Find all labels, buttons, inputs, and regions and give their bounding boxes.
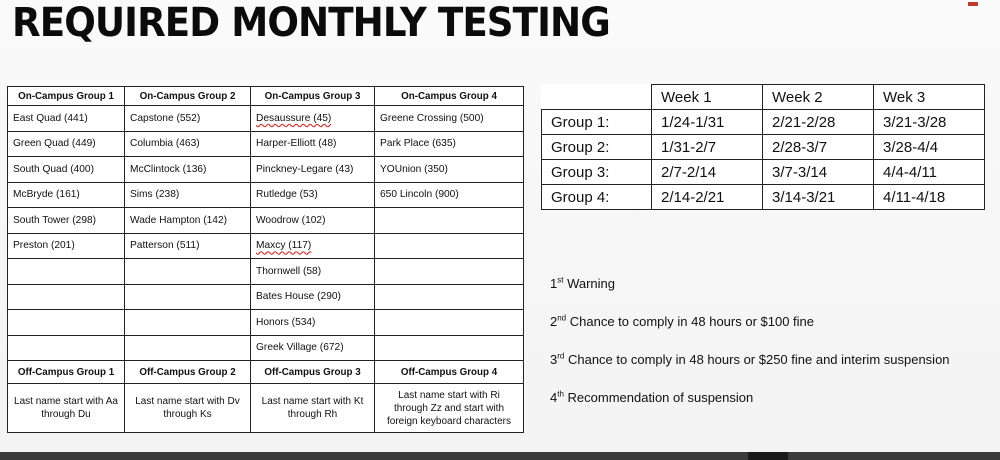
table-row	[8, 106, 524, 132]
table-row	[542, 135, 985, 160]
column-header: On-Campus Group 1	[8, 87, 125, 106]
table-row	[542, 160, 985, 185]
table-cell	[8, 284, 125, 310]
table-cell	[8, 335, 125, 361]
warning-list	[550, 274, 990, 426]
table-row	[8, 208, 524, 234]
table-cell: 650 Lincoln (900)	[375, 182, 524, 208]
table-cell: 3/14-3/21	[763, 185, 874, 210]
table-cell	[375, 233, 524, 259]
table-cell: Last name start with Aa through Du	[8, 384, 125, 433]
table-row	[8, 310, 524, 336]
table-cell: Pinckney-Legare (43)	[251, 157, 375, 183]
table-cell	[375, 208, 524, 234]
table-cell: Maxcy (117)	[251, 233, 375, 259]
table-cell: McBryde (161)	[8, 182, 125, 208]
column-header: Week 2	[763, 85, 874, 110]
column-header: Off-Campus Group 3	[251, 361, 375, 384]
table-cell	[125, 310, 251, 336]
column-header: Off-Campus Group 2	[125, 361, 251, 384]
video-bottom-bar	[0, 452, 1000, 460]
table-cell	[8, 310, 125, 336]
table-cell	[125, 335, 251, 361]
warning-item: 1st Warning	[550, 275, 616, 291]
table-cell: 2/28-3/7	[763, 135, 874, 160]
table-cell: Bates House (290)	[251, 284, 375, 310]
table-cell: Harper-Elliott (48)	[251, 131, 375, 157]
table-cell: 2/21-2/28	[763, 110, 874, 135]
table-cell: Last name start with Dv through Ks	[125, 384, 251, 433]
table-cell: 1/31-2/7	[652, 135, 763, 160]
on-campus-header-row	[8, 87, 524, 106]
table-cell	[8, 259, 125, 285]
off-campus-header-row	[8, 361, 524, 384]
table-cell: 1/24-1/31	[652, 110, 763, 135]
table-row	[8, 284, 524, 310]
table-cell: South Quad (400)	[8, 157, 125, 183]
table-row	[8, 157, 524, 183]
table-cell: Honors (534)	[251, 310, 375, 336]
table-row	[8, 335, 524, 361]
table-row	[8, 131, 524, 157]
table-cell	[375, 259, 524, 285]
group-label: Group 1:	[542, 110, 652, 135]
testing-weeks-table	[541, 84, 985, 210]
warning-item: 2nd Chance to comply in 48 hours or $100 fine	[550, 313, 815, 329]
weeks-header-row	[542, 85, 985, 110]
warning-item: 4th Recommendation of suspension	[550, 389, 754, 405]
table-cell: Last name start with Kt through Rh	[251, 384, 375, 433]
table-cell: 3/7-3/14	[763, 160, 874, 185]
table-cell: Thornwell (58)	[251, 259, 375, 285]
table-cell	[125, 284, 251, 310]
table-cell: East Quad (441)	[8, 106, 125, 132]
table-cell	[375, 310, 524, 336]
table-cell: Sims (238)	[125, 182, 251, 208]
column-header: Week 1	[652, 85, 763, 110]
table-cell: Last name start with Ri through Zz and start with foreign keyboard characters	[375, 384, 524, 433]
table-cell: Preston (201)	[8, 233, 125, 259]
table-cell: Desaussure (45)	[251, 106, 375, 132]
slide-marker	[968, 2, 978, 6]
table-cell: 4/4-4/11	[874, 160, 985, 185]
table-cell	[375, 335, 524, 361]
table-cell: 2/7-2/14	[652, 160, 763, 185]
table-cell	[125, 259, 251, 285]
column-header: On-Campus Group 2	[125, 87, 251, 106]
column-header: On-Campus Group 3	[251, 87, 375, 106]
table-row	[8, 182, 524, 208]
group-label: Group 4:	[542, 185, 652, 210]
table-cell: Wade Hampton (142)	[125, 208, 251, 234]
column-header: Off-Campus Group 4	[375, 361, 524, 384]
table-cell: Patterson (511)	[125, 233, 251, 259]
group-label: Group 3:	[542, 160, 652, 185]
table-cell: Capstone (552)	[125, 106, 251, 132]
table-cell: Park Place (635)	[375, 131, 524, 157]
table-row	[8, 259, 524, 285]
warning-item: 3rd Chance to comply in 48 hours or $250 fine and interim suspension	[550, 351, 950, 367]
group-label: Group 2:	[542, 135, 652, 160]
page-title: REQUIRED MONTHLY TESTING	[12, 0, 610, 46]
table-row	[542, 110, 985, 135]
table-cell: South Tower (298)	[8, 208, 125, 234]
table-cell: Woodrow (102)	[251, 208, 375, 234]
table-cell	[375, 284, 524, 310]
off-campus-row	[8, 384, 524, 433]
table-cell: 3/21-3/28	[874, 110, 985, 135]
table-cell: 3/28-4/4	[874, 135, 985, 160]
table-cell: 2/14-2/21	[652, 185, 763, 210]
column-header: On-Campus Group 4	[375, 87, 524, 106]
table-row	[542, 185, 985, 210]
corner-cell	[542, 85, 652, 110]
campus-groups-table	[7, 86, 524, 433]
table-cell: Greene Crossing (500)	[375, 106, 524, 132]
column-header: Wek 3	[874, 85, 985, 110]
table-cell: McClintock (136)	[125, 157, 251, 183]
column-header: Off-Campus Group 1	[8, 361, 125, 384]
table-cell: Green Quad (449)	[8, 131, 125, 157]
table-cell: 4/11-4/18	[874, 185, 985, 210]
table-cell: YOUnion (350)	[375, 157, 524, 183]
table-cell: Rutledge (53)	[251, 182, 375, 208]
table-cell: Greek Village (672)	[251, 335, 375, 361]
table-cell: Columbia (463)	[125, 131, 251, 157]
table-row	[8, 233, 524, 259]
